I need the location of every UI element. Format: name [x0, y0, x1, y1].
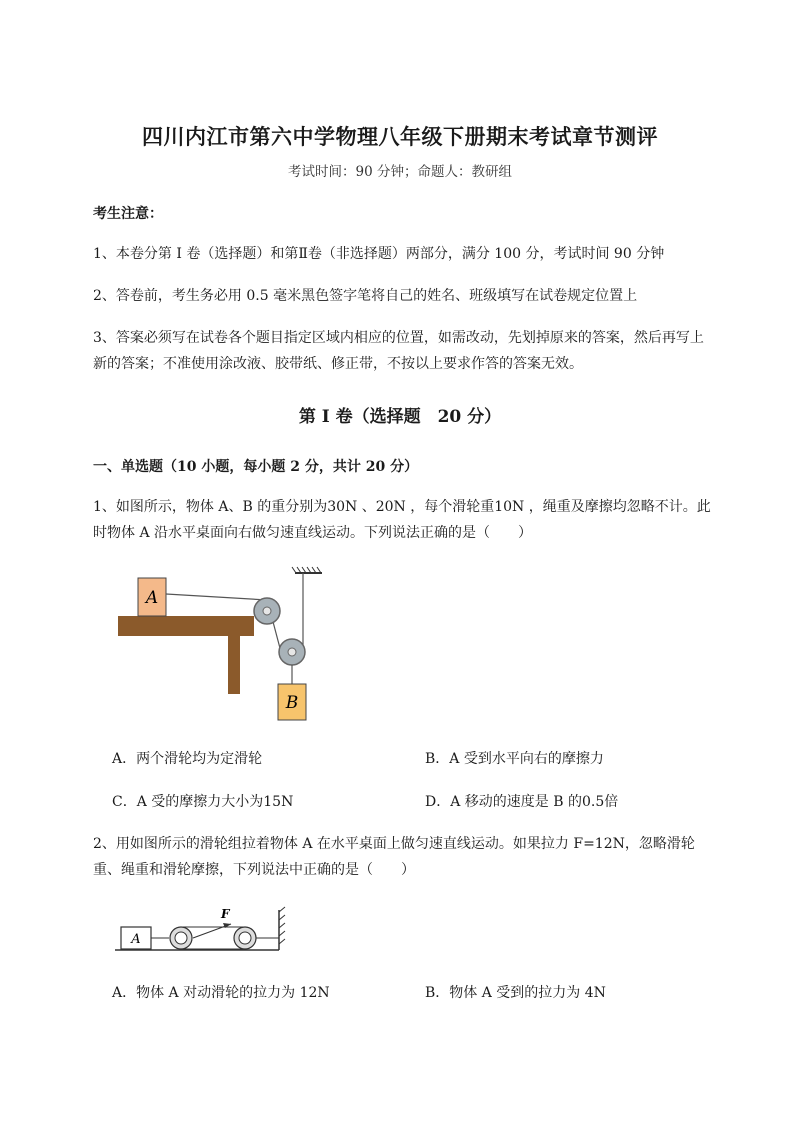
- notice-item-2: 2、答卷前，考生务必用 0.5 毫米黑色签字笔将自己的姓名、班级填写在试卷规定位置上: [93, 288, 638, 304]
- pulley-left-inner: [175, 932, 187, 944]
- question-2-stem: 2、用如图所示的滑轮组拉着物体 A 在水平桌面上做匀速直线运动。如果拉力 F=12N，忽略滑轮重、绳重和滑轮摩擦，下列说法中正确的是（ ）: [93, 836, 695, 878]
- q1-option-a[interactable]: A．两个滑轮均为定滑轮: [112, 751, 263, 767]
- q2-option-a[interactable]: A．物体 A 对动滑轮的拉力为 12N: [112, 985, 330, 1001]
- exam-info: 考试时间：90 分钟；命题人：教研组: [288, 164, 512, 180]
- table-top: [118, 616, 254, 636]
- block-a-label: A: [131, 932, 141, 947]
- block-b-label: B: [285, 693, 299, 713]
- section-title: 第 I 卷（选择题 20 分）: [298, 407, 502, 427]
- part-title: 一、单选题（10 小题，每小题 2 分，共计 20 分）: [93, 459, 419, 475]
- notice-heading: 考生注意：: [93, 206, 163, 222]
- force-label: F: [221, 907, 230, 921]
- notice-item-3: 3、答案必须写在试卷各个题目指定区域内相应的位置，如需改动，先划掉原来的答案，然后再写上新的答案；不准使用涂改液、胶带纸、修正带，不按以上要求作答的答案无效。: [93, 330, 704, 372]
- q1-option-b[interactable]: B．A 受到水平向右的摩擦力: [425, 751, 604, 767]
- q2-option-b[interactable]: B．物体 A 受到的拉力为 4N: [425, 985, 606, 1001]
- table-leg: [228, 636, 240, 694]
- rope-horizontal: [166, 594, 267, 600]
- notice-item-1: 1、本卷分第 I 卷（选择题）和第Ⅱ卷（非选择题）两部分，满分 100 分，考试时间 90 分钟: [93, 246, 665, 262]
- question-2-figure: [113, 902, 288, 962]
- q1-option-c[interactable]: C．A 受的摩擦力大小为15N: [112, 794, 294, 810]
- movable-pulley-axle: [288, 648, 296, 656]
- q1-option-d[interactable]: D．A 移动的速度是 B 的0.5倍: [425, 794, 619, 810]
- question-1-figure: [112, 566, 332, 726]
- page-title: 四川内江市第六中学物理八年级下册期末考试章节测评: [142, 124, 658, 149]
- wall-hatch: [279, 907, 285, 944]
- question-1-stem: 1、如图所示，物体 A、B 的重分别为30N 、20N ，每个滑轮重10N ，绳重及摩擦均忽略不计。此时物体 A 沿水平桌面向右做匀速直线运动。下列说法正确的是（ ）: [93, 499, 711, 541]
- fixed-pulley-axle: [263, 607, 271, 615]
- block-a-label: A: [145, 588, 159, 608]
- pulley-right-inner: [239, 932, 251, 944]
